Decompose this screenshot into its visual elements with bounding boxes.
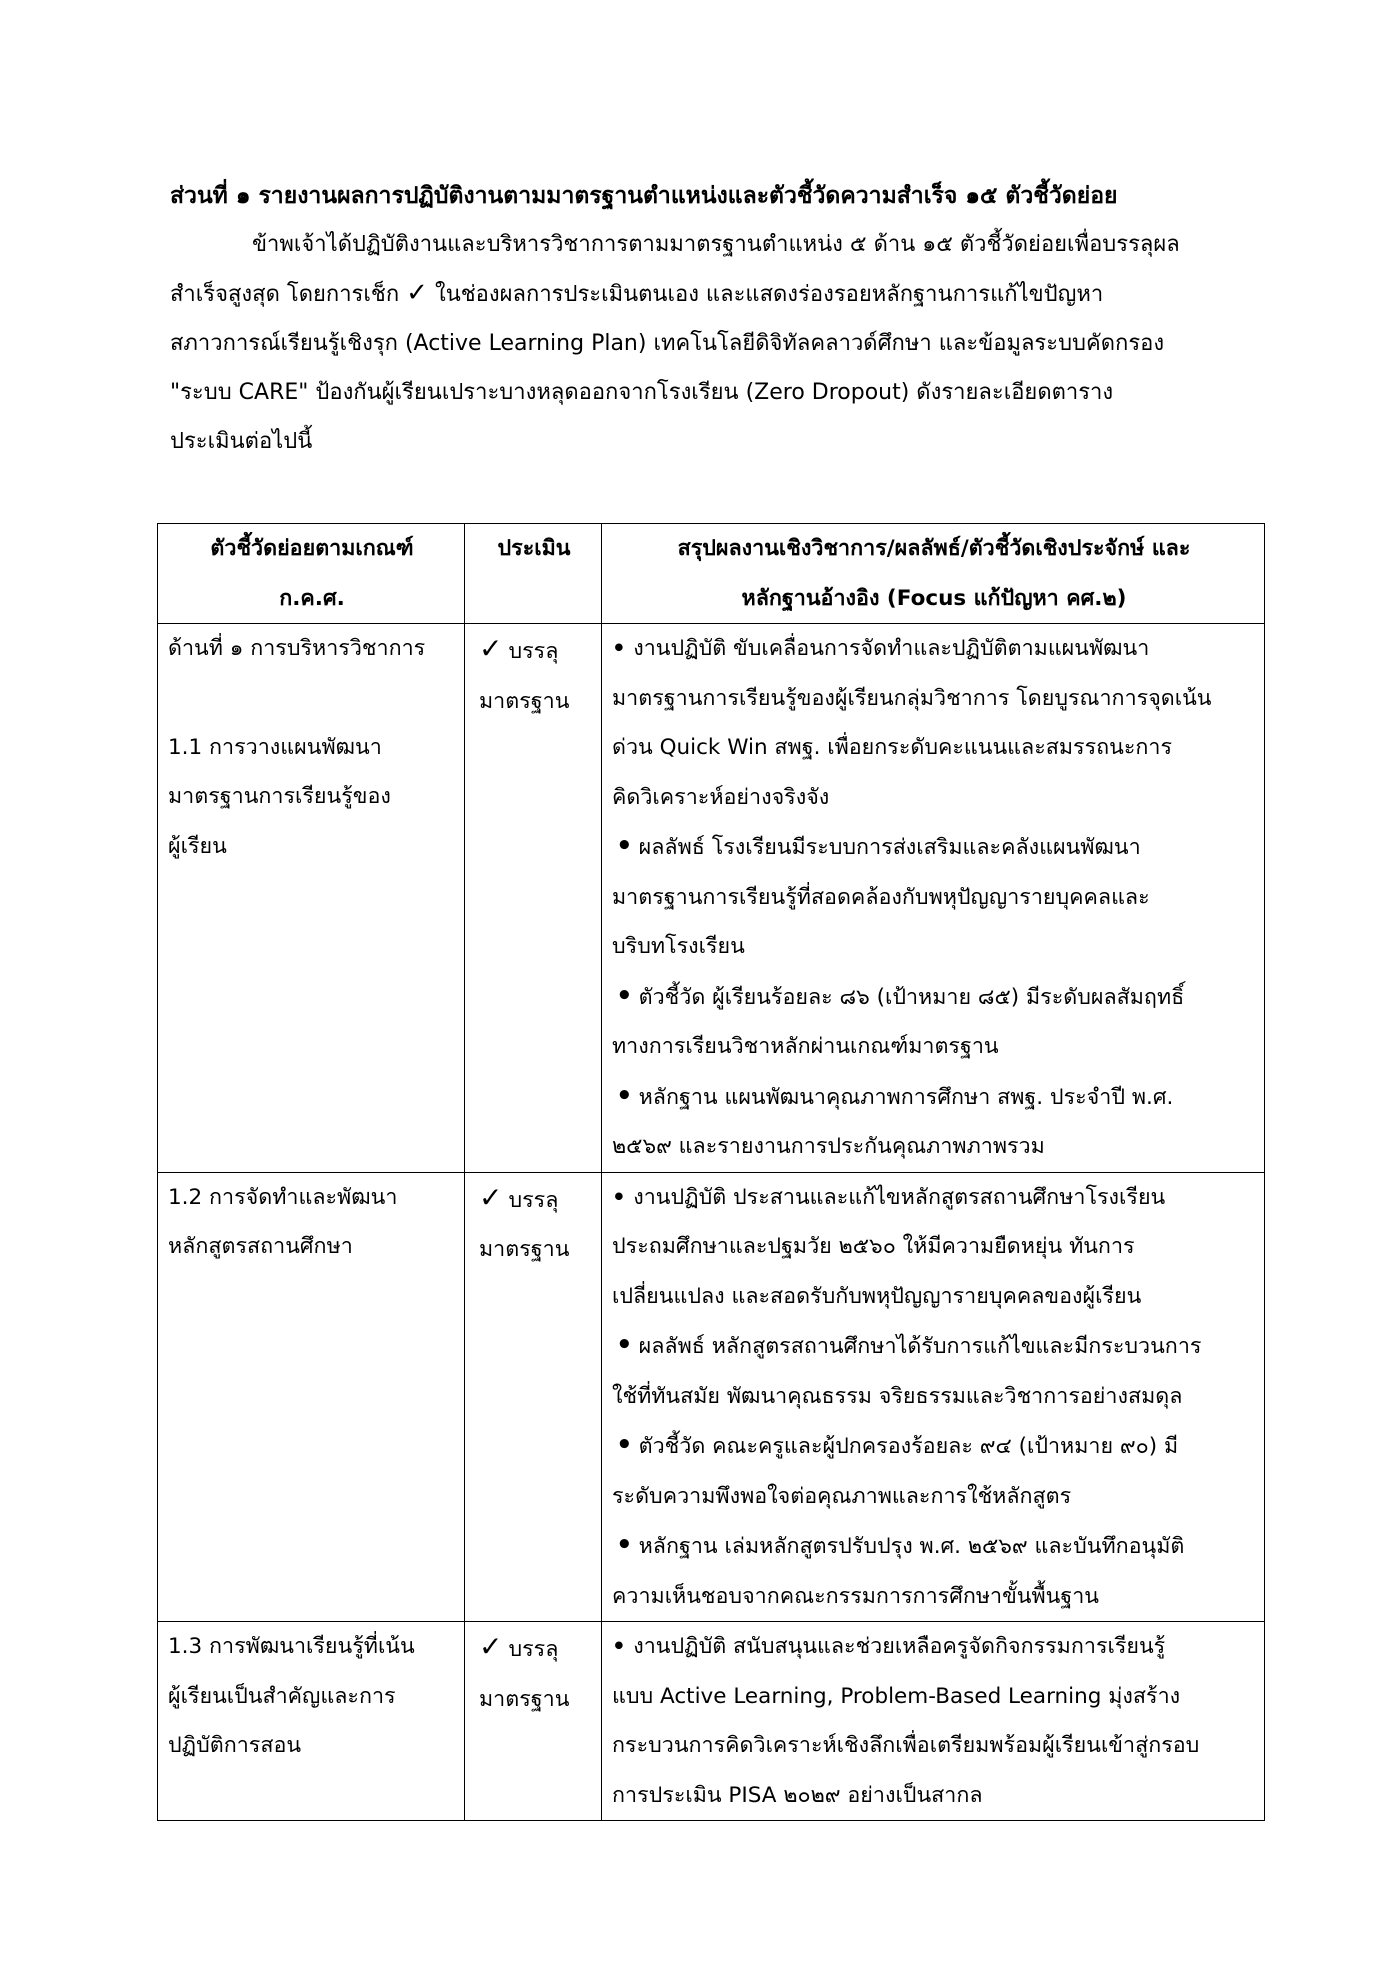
summary-line	[612, 773, 1256, 823]
summary-cell	[602, 1622, 1265, 1821]
evaluation-result: มาตรฐาน	[479, 1237, 570, 1262]
evaluation-result: มาตรฐาน	[479, 1686, 570, 1712]
summary-text: ตัวชี้วัด ผู้เรียนร้อยละ ๘๖ (เป้าหมาย ๘๕) มีระดับผลสัมฤทธิ์	[638, 984, 1185, 1010]
table-row	[158, 1172, 1265, 1622]
checkmark-icon: ✓	[479, 1630, 503, 1663]
summary-line	[612, 822, 1256, 873]
bullet-icon: •	[616, 1530, 633, 1560]
summary-text: ตัวชี้วัด คณะครูและผู้ปกครองร้อยละ ๙๔ (เป้าหมาย ๙๐) มี	[638, 1434, 1179, 1459]
checkmark-icon: ✓	[479, 1180, 503, 1214]
header-indicator	[158, 524, 465, 624]
summary-line	[612, 1122, 1256, 1172]
summary-text: ระดับความพึงพอใจต่อคุณภาพและการใช้หลักสูตร	[612, 1483, 1072, 1509]
summary-text: งานปฏิบัติ ขับเคลื่อนการจัดทำและปฏิบัติตามแผนพัฒนา	[633, 636, 1150, 661]
summary-text: ประถมศึกษาและปฐมวัย ๒๕๖๐ ให้มีความยืดหยุ่น ทันการ	[612, 1234, 1135, 1259]
summary-text: หลักฐาน แผนพัฒนาคุณภาพการศึกษา สพฐ. ประจำปี พ.ศ.	[638, 1084, 1174, 1110]
intro-line-1	[170, 220, 1240, 269]
summary-text: แบบ Active Learning, Problem-Based Learning มุ่งสร้าง	[612, 1683, 1181, 1709]
table-row	[158, 1622, 1265, 1821]
summary-item	[612, 1072, 1256, 1172]
summary-item	[612, 822, 1256, 972]
section-title: ส่วนที่ ๑ รายงานผลการปฏิบัติงานตามมาตรฐานตำแหน่งและตัวชี้วัดความสำเร็จ ๑๕ ตัวชี้วัดย่อย	[170, 183, 1118, 209]
indicator-line: ด้านที่ ๑ การบริหารวิชาการ	[168, 636, 426, 661]
checkmark-icon: ✓	[406, 278, 428, 308]
summary-line	[612, 624, 1256, 674]
header-evaluation: ประเมิน	[465, 524, 602, 624]
summary-line	[612, 922, 1256, 972]
indicator-cell	[158, 624, 465, 1173]
summary-line	[612, 1622, 1256, 1672]
indicator-spacer	[168, 674, 456, 723]
table-header-row	[158, 524, 1265, 624]
summary-line	[612, 1321, 1256, 1372]
intro-line-1-text: ข้าพเจ้าได้ปฏิบัติงานและบริหารวิชาการตามมาตรฐานตำแหน่ง ๕ ด้าน ๑๕ ตัวชี้วัดย่อยเพื่อบรรลุผล	[252, 232, 1180, 257]
summary-text: บริบทโรงเรียน	[612, 934, 745, 959]
summary-item	[612, 1321, 1256, 1421]
bullet-icon: •	[616, 1430, 633, 1460]
bullet-icon: •	[616, 1330, 633, 1360]
evaluation-result: บรรลุ	[508, 1637, 559, 1662]
summary-line	[612, 723, 1256, 773]
summary-text: ใช้ที่ทันสมัย พัฒนาคุณธรรม จริยธรรมและวิชาการอย่างสมดุล	[612, 1383, 1183, 1409]
table-body	[158, 624, 1265, 1821]
summary-text: การประเมิน PISA ๒๐๒๙ อย่างเป็นสากล	[612, 1782, 983, 1808]
summary-line	[612, 1572, 1256, 1622]
summary-text: กระบวนการคิดวิเคราะห์เชิงลึกเพื่อเตรียมพร้อมผู้เรียนเข้าสู่กรอบ	[612, 1733, 1200, 1758]
summary-item	[612, 624, 1256, 822]
summary-text: มาตรฐานการเรียนรู้ที่สอดคล้องกับพหุปัญญารายบุคคลและ	[612, 884, 1150, 910]
summary-line	[612, 1272, 1256, 1322]
indicator-line: มาตรฐานการเรียนรู้ของ	[168, 784, 391, 809]
summary-line	[612, 1072, 1256, 1123]
indicator-line: ผู้เรียน	[168, 833, 227, 859]
summary-line	[612, 1421, 1256, 1472]
evaluation-line	[479, 1173, 593, 1226]
bullet-icon: •	[616, 980, 633, 1011]
intro-line-4: "ระบบ CARE" ป้องกันผู้เรียนเปราะบางหลุดออกจากโรงเรียน (Zero Dropout) ดังรายละเอียดตาราง	[170, 380, 1114, 405]
summary-item	[612, 1421, 1256, 1521]
summary-line	[612, 1672, 1256, 1722]
summary-item	[612, 1521, 1256, 1621]
summary-text: งานปฏิบัติ สนับสนุนและช่วยเหลือครูจัดกิจกรรมการเรียนรู้	[633, 1634, 1166, 1659]
indicator-table	[157, 523, 1265, 1821]
indicator-cell	[158, 1172, 465, 1622]
summary-line	[612, 1222, 1256, 1272]
header-indicator-line: ตัวชี้วัดย่อยตามเกณฑ์	[210, 536, 414, 561]
evaluation-cell	[465, 1172, 602, 1622]
intro-paragraph	[170, 220, 1240, 466]
intro-line-3: สภาวการณ์เรียนรู้เชิงรุก (Active Learning Plan) เทคโนโลยีดิจิทัลคลาวด์ศึกษา และข้อมูลระบบคัดกรอง	[170, 331, 1165, 356]
bullet-icon: •	[616, 1080, 633, 1111]
bullet-icon: •	[612, 636, 634, 661]
indicator-line: ปฏิบัติการสอน	[168, 1733, 302, 1758]
summary-line	[612, 1521, 1256, 1572]
checkmark-icon: ✓	[479, 632, 503, 665]
summary-text: ผลลัพธ์ โรงเรียนมีระบบการส่งเสริมและคลังแผนพัฒนา	[638, 835, 1141, 860]
summary-line	[612, 1771, 1256, 1821]
table-row	[158, 624, 1265, 1173]
summary-cell	[602, 624, 1265, 1173]
summary-line	[612, 674, 1256, 724]
summary-line	[612, 1022, 1256, 1072]
summary-cell	[602, 1172, 1265, 1622]
header-summary	[602, 524, 1265, 624]
summary-text: ด่วน Quick Win สพฐ. เพื่อยกระดับคะแนนและสมรรถนะการ	[612, 735, 1173, 760]
evaluation-result: บรรลุ	[508, 1187, 559, 1213]
intro-line-2	[170, 269, 1240, 319]
summary-item	[612, 972, 1256, 1072]
evaluation-line	[479, 1622, 593, 1675]
evaluation-line	[479, 624, 593, 677]
evaluation-cell	[465, 1622, 602, 1821]
bullet-icon: •	[612, 1634, 634, 1659]
indicator-line: 1.1 การวางแผนพัฒนา	[168, 734, 382, 760]
evaluation-result: มาตรฐาน	[479, 688, 570, 714]
summary-text: ผลลัพธ์ หลักสูตรสถานศึกษาได้รับการแก้ไขและมีกระบวนการ	[638, 1334, 1202, 1359]
summary-line	[612, 972, 1256, 1023]
summary-line	[612, 873, 1256, 923]
summary-line	[612, 1721, 1256, 1771]
indicator-line: หลักสูตรสถานศึกษา	[168, 1234, 353, 1259]
summary-line	[612, 1173, 1256, 1223]
header-summary-line: หลักฐานอ้างอิง (Focus แก้ปัญหา คศ.๒)	[741, 585, 1127, 611]
intro-line-2-before: สำเร็จสูงสุด โดยการเช็ก	[170, 282, 400, 307]
indicator-cell	[158, 1622, 465, 1821]
summary-item	[612, 1173, 1256, 1322]
summary-line	[612, 1372, 1256, 1422]
summary-text: ทางการเรียนวิชาหลักผ่านเกณฑ์มาตรฐาน	[612, 1034, 999, 1059]
bullet-icon: •	[612, 1184, 634, 1210]
evaluation-result: บรรลุ	[508, 639, 559, 664]
header-indicator-line: ก.ค.ศ.	[279, 585, 345, 611]
summary-line	[612, 1472, 1256, 1522]
summary-text: คิดวิเคราะห์อย่างจริงจัง	[612, 784, 830, 810]
evaluation-cell	[465, 624, 602, 1173]
summary-item	[612, 1622, 1256, 1820]
header-summary-line: สรุปผลงานเชิงวิชาการ/ผลลัพธ์/ตัวชี้วัดเชิงประจักษ์ และ	[677, 536, 1191, 561]
intro-line-5: ประเมินต่อไปนี้	[170, 429, 313, 454]
intro-line-2-after: ในช่องผลการประเมินตนเอง และแสดงร่องรอยหลักฐานการแก้ไขปัญหา	[434, 282, 1104, 307]
summary-text: ๒๕๖๙ และรายงานการประกันคุณภาพภาพรวม	[612, 1134, 1045, 1159]
indicator-line: 1.3 การพัฒนาเรียนรู้ที่เน้น	[168, 1634, 415, 1659]
indicator-line: ผู้เรียนเป็นสำคัญและการ	[168, 1683, 396, 1709]
summary-text: มาตรฐานการเรียนรู้ของผู้เรียนกลุ่มวิชาการ โดยบูรณาการจุดเน้น	[612, 685, 1212, 711]
summary-text: งานปฏิบัติ ประสานและแก้ไขหลักสูตรสถานศึกษาโรงเรียน	[633, 1184, 1166, 1210]
summary-text: ความเห็นชอบจากคณะกรรมการการศึกษาขั้นพื้นฐาน	[612, 1583, 1100, 1609]
summary-text: เปลี่ยนแปลง และสอดรับกับพหุปัญญารายบุคคลของผู้เรียน	[612, 1283, 1142, 1309]
indicator-line: 1.2 การจัดทำและพัฒนา	[168, 1184, 398, 1210]
summary-text: หลักฐาน เล่มหลักสูตรปรับปรุง พ.ศ. ๒๕๖๙ และบันทึกอนุมัติ	[638, 1534, 1185, 1559]
bullet-icon: •	[616, 831, 633, 861]
